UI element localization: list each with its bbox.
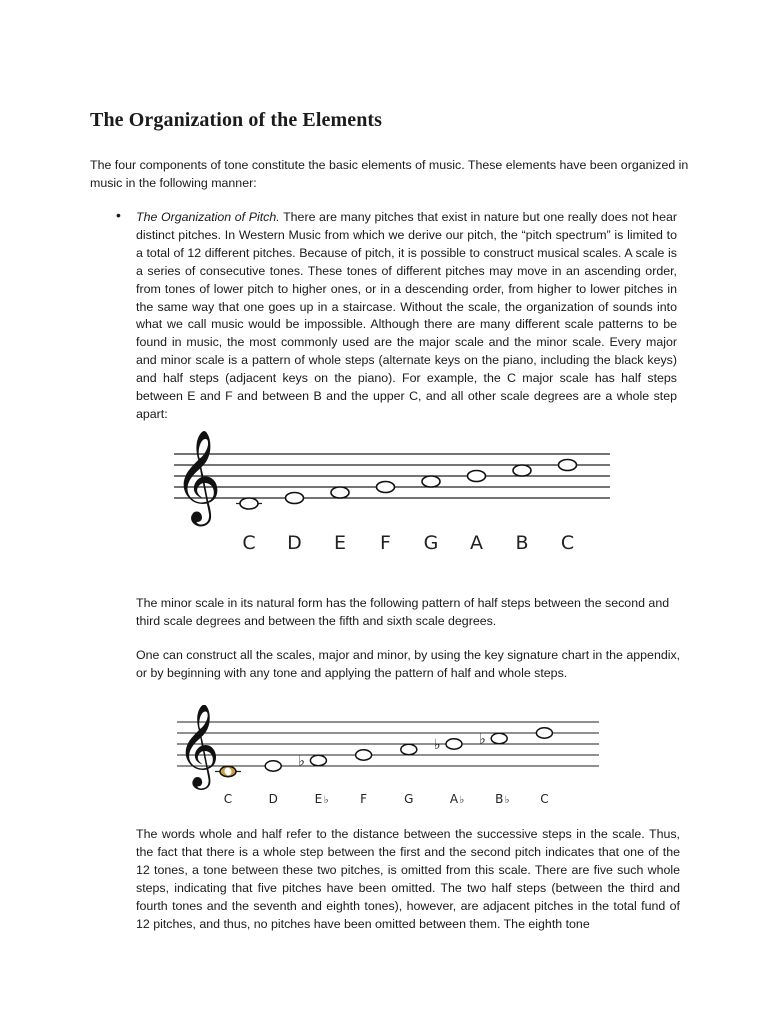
note-label: E (314, 792, 323, 806)
staff-lines (177, 722, 599, 766)
flat-accidental: ♭ (434, 737, 441, 753)
svg-text:𝄞: 𝄞 (177, 705, 220, 786)
whole-half-paragraph: The words whole and half refer to the distance between the successive steps in the scale. Thus, the fact that there is a whole step between the first and the second pitch indicates that one of the 12 tones, a tone between these two pitches, is omitted from this scale. There are five such whole steps, indicating that five pitches have been omitted. The two half steps (between the third and fourth tones and the seventh and eighth tones), however, are adjacent pitches in the total fund of 12 pitches, and thus, no pitches have been omitted between them. The eighth tone (136, 827, 680, 931)
note-label-flat: ♭ (323, 795, 329, 806)
svg-text:𝄞: 𝄞 (174, 429, 222, 522)
flat-accidental: ♭ (479, 731, 486, 748)
note-label: G (404, 792, 414, 806)
bullet-lead: The Organization of Pitch. (136, 210, 280, 224)
construct-paragraph: One can construct all the scales, major and minor, by using the key signature chart in the appendix, or by beginning with any tone and applying the pattern of half and whole steps. (136, 648, 681, 680)
note-label: D (268, 792, 278, 806)
intro-paragraph: The four components of tone constitute the basic elements of music. These elements have been organized in music in the following manner: (90, 158, 689, 190)
flat-accidental: ♭ (298, 753, 306, 770)
major-scale-figure (172, 425, 612, 560)
bullet-marker: • (116, 207, 121, 223)
note-label: C (540, 792, 549, 806)
note-label: G (423, 532, 439, 554)
note-label-flat: ♭ (459, 795, 465, 806)
note-label: B (495, 792, 504, 806)
note-label: F (360, 792, 368, 806)
treble-clef-icon (174, 429, 221, 526)
major-notes (236, 460, 577, 510)
minor-note-labels (224, 792, 549, 806)
note-label: D (287, 532, 302, 554)
minor-scale-paragraph: The minor scale in its natural form has the following pattern of half steps between the second and third scale degrees and between the fifth and sixth scale degrees. (136, 596, 670, 628)
note-label: A (449, 792, 459, 806)
note-label: C (242, 532, 256, 554)
minor-scale-figure (175, 705, 605, 810)
note-label: F (380, 532, 391, 554)
note-label: E (333, 532, 347, 554)
note-label: A (470, 532, 483, 554)
pitch-bullet-paragraph (136, 209, 677, 424)
section-title: The Organization of the Elements (90, 109, 383, 131)
note-label-flat: ♭ (504, 795, 510, 806)
minor-notes (215, 728, 552, 777)
note-label: C (223, 792, 233, 806)
treble-clef-icon (177, 705, 220, 790)
major-note-labels (242, 532, 574, 554)
bullet-body: There are many pitches that exist in nature but one really does not hear distinct pitches. In Western Music from which we derive our pitch, the “pitch spectrum” is limited to a total of 12 different pitches. Because of pitch, it is possible to construct musical scales. A scale is a series of consecutive tones. These tones of different pitches may move in an ascending order, from tones of lower pitch to higher ones, or in a descending order, from higher to lower pitches in the same way that one goes up in a staircase. Without the scale, the organization of sounds into what we call music would be impossible. Although there are many different scale patterns to be found in music, the most commonly used are the major scale and the minor scale. Every major and minor scale is a pattern of whole steps (alternate keys on the piano, including the black keys) and half steps (adjacent keys on the piano). For example, the C major scale has half steps between E and F and between B and the upper C, and all other scale degrees are a whole step apart: (136, 210, 677, 421)
note-label: C (560, 532, 575, 554)
note-label: B (515, 532, 529, 554)
